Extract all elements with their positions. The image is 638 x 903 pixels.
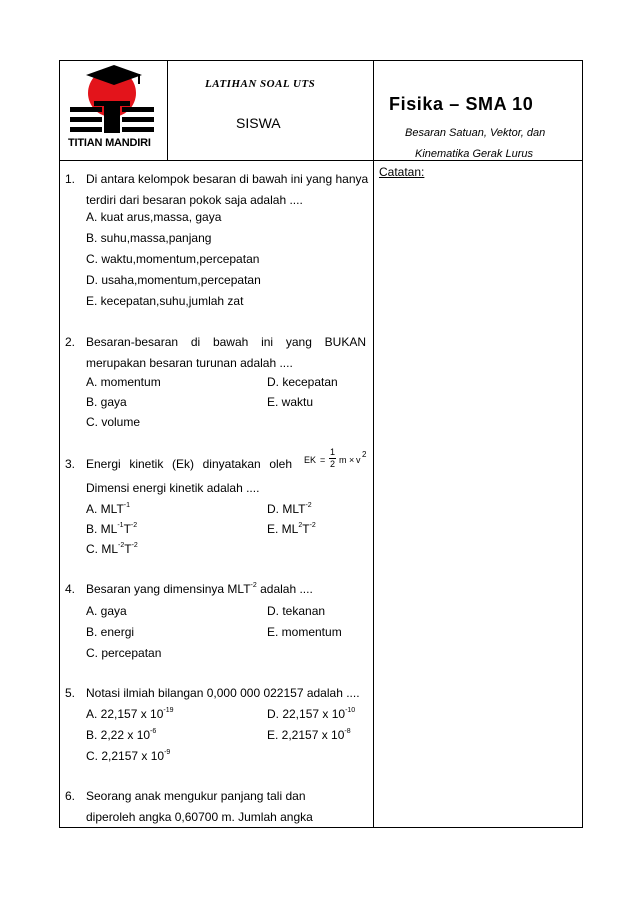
q4-number: 4. [65,582,76,596]
q3-word: kinetik [129,457,164,471]
q1-text-line-2: terdiri dari besaran pokok saja adalah .... [86,193,303,207]
q3-word: (Ek) [171,457,194,471]
q5-text-line-1: Notasi ilmiah bilangan 0,000 000 022157 adalah .... [86,686,360,700]
q6-text-line-1: Seorang anak mengukur panjang tali dan [86,789,306,803]
q4-text: Besaran yang dimensinya MLT [86,582,251,596]
exponent: -1 [123,502,131,509]
q4-option-e: E. momentum [267,625,342,639]
q4-option-c: C. percepatan [86,646,162,660]
q2-word: yang [285,335,312,349]
q1-option-e: E. kecepatan,suhu,jumlah zat [86,294,244,308]
exponent: -10 [345,707,356,714]
option-text: T [302,522,310,536]
q1-text-line-1: Di antara kelompok besaran di bawah ini yang hanya [86,172,369,186]
q3-word: oleh [269,457,292,471]
header-divider [60,160,582,161]
option-text: C. 2,2157 x 10 [86,749,165,763]
q5-option-e [267,728,351,742]
q2-word: ini [261,335,274,349]
option-text: D. MLT [267,502,306,516]
option-text: A. MLT [86,502,124,516]
q4-text: adalah .... [256,582,313,596]
q3-word: dinyatakan [202,457,261,471]
notes-label: Catatan: [379,165,425,179]
column-divider [373,61,374,827]
q3-formula [304,445,374,473]
exponent: -2 [131,542,138,549]
q2-word: di [190,335,201,349]
exponent: -19 [163,707,174,714]
exponent: -2 [250,582,257,589]
subject-title: Fisika – SMA 10 [389,94,534,114]
q1-number: 1. [65,172,76,186]
q4-option-b: B. energi [86,625,135,639]
q2-word: bawah [212,335,249,349]
q5-option-b [86,728,156,742]
logo-divider [167,61,168,160]
q1-option-d: D. usaha,momentum,percepatan [86,273,261,287]
q2-option-b: B. gaya [86,395,127,409]
exponent: -1 [117,522,124,529]
formula-m: m [339,455,347,465]
exponent: -2 [309,522,316,529]
formula-numerator: 1 [330,447,336,457]
q1-option-b: B. suhu,massa,panjang [86,231,212,245]
q5-option-a [86,707,174,721]
option-text: C. ML [86,542,119,556]
q2-option-c: C. volume [86,415,141,429]
exam-title: LATIHAN SOAL UTS [205,78,316,90]
option-text: A. 22,157 x 10 [86,707,164,721]
logo [64,63,164,157]
option-text: B. ML [86,522,118,536]
q2-number: 2. [65,335,76,349]
q3-option-c [86,542,138,556]
exponent: -2 [130,522,138,529]
exponent: -2 [305,502,312,509]
q3-text-line-1 [86,457,292,471]
formula-times: × [349,455,355,465]
q1-option-a: A. kuat arus,massa, gaya [86,210,222,224]
q3-number: 3. [65,457,76,471]
topic-line-2: Kinematika Gerak Lurus [415,148,533,160]
q6-text-line-2: diperoleh angka 0,60700 m. Jumlah angka [86,810,313,824]
formula-ek: EK [304,455,317,465]
q5-option-c [86,749,170,763]
exponent: -8 [344,728,351,735]
q6-number: 6. [65,789,76,803]
q2-option-e: E. waktu [267,395,314,409]
q3-option-e [267,522,316,536]
option-text: T [123,522,131,536]
q4-option-a: A. gaya [86,604,127,618]
q3-option-b [86,522,137,536]
option-text: T [124,542,132,556]
option-text: B. 2,22 x 10 [86,728,151,742]
q3-word: Energi [86,457,121,471]
formula-denominator: 2 [330,459,336,469]
q1-option-c: C. waktu,momentum,percepatan [86,252,260,266]
q4-text-line-1 [86,582,313,596]
audience-label: SISWA [236,115,281,131]
q2-option-d: D. kecepatan [267,375,338,389]
exponent: -2 [118,542,125,549]
option-text: E. ML [267,522,299,536]
topic-line-1: Besaran Satuan, Vektor, dan [405,127,546,139]
option-text: D. 22,157 x 10 [267,707,346,721]
q3-option-d [267,502,312,516]
q5-number: 5. [65,686,76,700]
exponent: 2 [298,522,303,529]
q2-option-a: A. momentum [86,375,161,389]
formula-v: v [356,455,361,465]
formula-exponent: 2 [362,450,367,459]
q2-text-line-2: merupakan besaran turunan adalah .... [86,356,293,370]
worksheet-table [59,60,583,828]
exponent: -6 [150,728,157,735]
logo-text: TITIAN MANDIRI [68,137,151,149]
q5-option-d [267,707,355,721]
q2-word: Besaran-besaran [86,335,179,349]
q4-option-d: D. tekanan [267,604,326,618]
option-text: E. 2,2157 x 10 [267,728,345,742]
formula-equals: = [320,455,326,465]
q3-option-a [86,502,130,516]
q2-text-line-1 [86,335,366,349]
q2-word: BUKAN [324,335,366,349]
q3-text-line-2: Dimensi energi kinetik adalah .... [86,481,260,495]
exponent: -9 [164,749,171,756]
